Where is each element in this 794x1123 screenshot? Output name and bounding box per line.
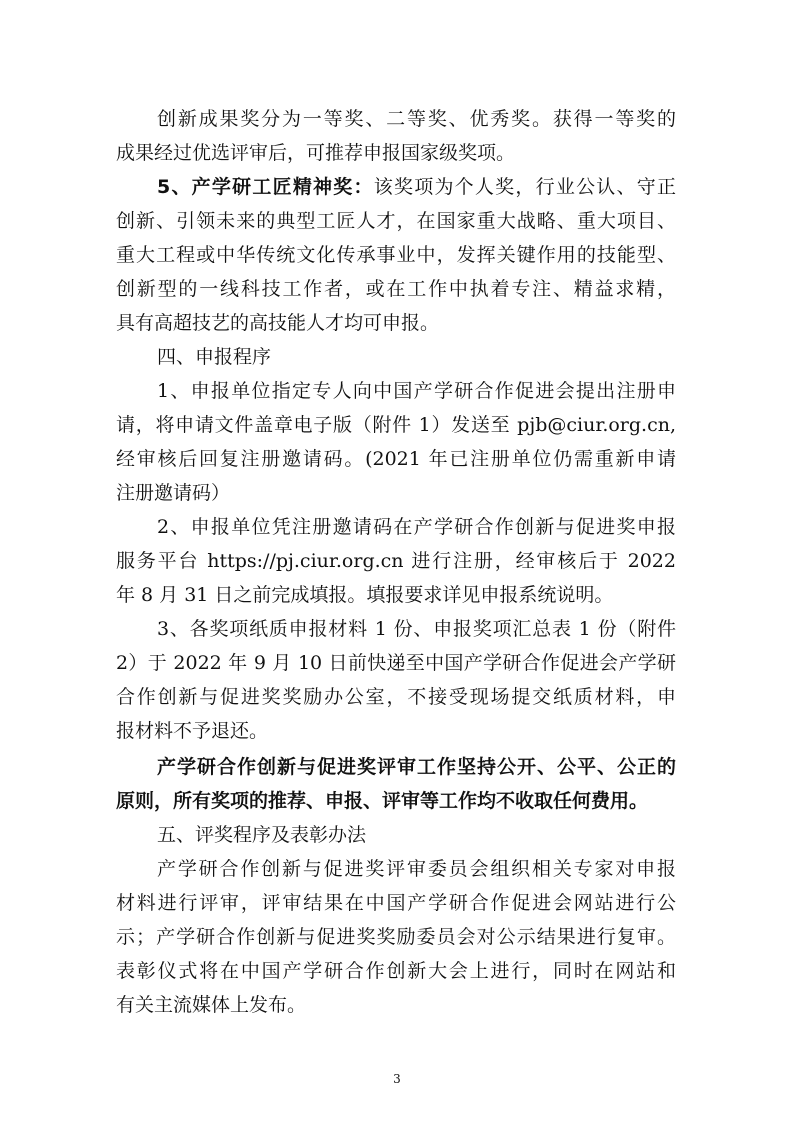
- paragraph-line: 重大工程或中华传统文化传承事业中，发挥关键作用的技能型、: [116, 244, 676, 266]
- paragraph-line: 注册邀请码）: [116, 482, 231, 504]
- paragraph-line: 创新成果奖分为一等奖、二等奖、优秀奖。获得一等奖的: [157, 108, 676, 130]
- award-label: 5、产学研工匠精神奖：: [157, 176, 374, 198]
- award-item-line: [157, 170, 676, 204]
- paragraph-line: 示；产学研合作创新与促进奖奖励委员会对公示结果进行复审。: [116, 926, 676, 948]
- paragraph-line: 创新、引领未来的典型工匠人才，在国家重大战略、重大项目、: [116, 210, 676, 232]
- paragraph-line: 表彰仪式将在中国产学研合作创新大会上进行，同时在网站和: [116, 960, 676, 982]
- section-heading: 四、申报程序: [157, 346, 272, 368]
- paragraph-line: 1、申报单位指定专人向中国产学研合作促进会提出注册申: [157, 380, 676, 402]
- paragraph-line: 3、各奖项纸质申报材料 1 份、申报奖项汇总表 1 份（附件: [157, 618, 676, 640]
- paragraph-line: 具有高超技艺的高技能人才均可申报。: [116, 312, 440, 334]
- section-heading: 五、评奖程序及表彰办法: [157, 824, 367, 846]
- paragraph-line: 成果经过优选评审后，可推荐申报国家级奖项。: [116, 142, 516, 164]
- paragraph-line: 经审核后回复注册邀请码。(2021 年已注册单位仍需重新申请: [116, 448, 676, 470]
- paragraph-line: 合作创新与促进奖奖励办公室，不接受现场提交纸质材料，申: [116, 686, 676, 708]
- award-description: 该奖项为个人奖，行业公认、守正: [373, 176, 676, 198]
- bold-notice-line: 产学研合作创新与促进奖评审工作坚持公开、公平、公正的: [157, 756, 676, 778]
- paragraph-line: 有关主流媒体上发布。: [116, 994, 307, 1016]
- paragraph-line: 产学研合作创新与促进奖评审委员会组织相关专家对申报: [157, 858, 676, 880]
- paragraph-line: 报材料不予退还。: [116, 720, 269, 742]
- paragraph-line: 2）于 2022 年 9 月 10 日前快递至中国产学研合作促进会产学研: [116, 652, 676, 674]
- paragraph-line: 服务平台 https://pj.ciur.org.cn 进行注册，经审核后于 2022: [116, 550, 676, 572]
- page-number: 3: [393, 1072, 401, 1086]
- paragraph-line: 材料进行评审，评审结果在中国产学研合作促进会网站进行公: [116, 892, 676, 914]
- paragraph-line: 2、申报单位凭注册邀请码在产学研合作创新与促进奖申报: [157, 516, 676, 538]
- paragraph-line: 创新型的一线科技工作者，或在工作中执着专注、精益求精，: [116, 278, 676, 300]
- bold-notice-line: 原则，所有奖项的推荐、申报、评审等工作均不收取任何费用。: [116, 790, 649, 812]
- paragraph-line: 请，将申请文件盖章电子版（附件 1）发送至 pjb@ciur.org.cn,: [116, 414, 676, 436]
- paragraph-line: 年 8 月 31 日之前完成填报。填报要求详见申报系统说明。: [116, 584, 614, 606]
